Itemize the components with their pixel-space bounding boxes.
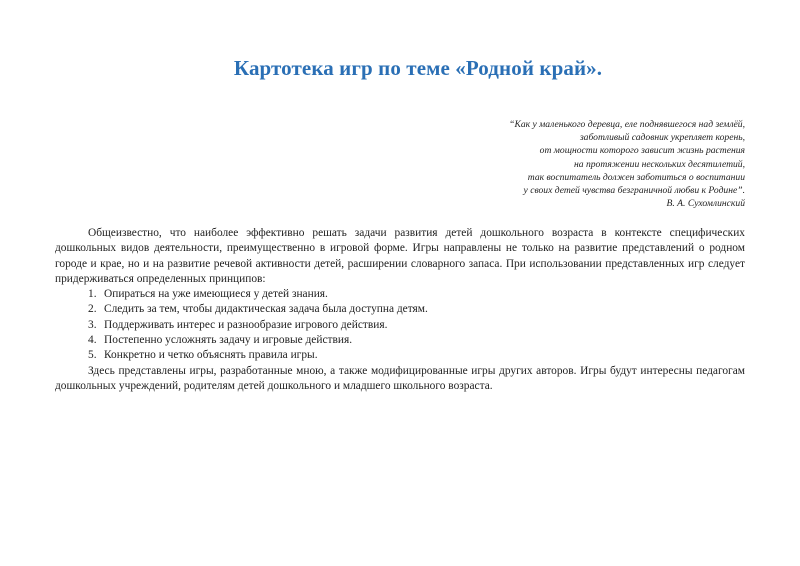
epigraph-line: заботливый садовник укрепляет корень,	[579, 132, 745, 144]
closing-paragraph: Здесь представлены игры, разработанные мною, а также модифицированные игры других авторов. Игры будут интересны педагогам дошкольных учреждений, родителям детей дошкольного и младшего школьного возраста.	[55, 364, 745, 392]
list-item-number: 3.	[88, 318, 97, 331]
epigraph-line: у своих детей чувства безграничной любви к Родине”.	[523, 185, 745, 197]
epigraph	[345, 118, 745, 210]
list-item	[55, 287, 745, 302]
document-body	[55, 226, 745, 394]
list-item-number: 4.	[88, 334, 97, 347]
list-item-number: 5.	[88, 349, 97, 362]
list-item	[55, 318, 745, 333]
epigraph-line: от мощности которого зависит жизнь растения	[539, 145, 745, 157]
epigraph-line: на протяжении нескольких десятилетий,	[574, 158, 745, 170]
list-item-number: 2.	[88, 303, 97, 316]
list-item-text: Постепенно усложнять задачу и игровые действия.	[104, 334, 353, 347]
principles-list	[55, 287, 745, 363]
list-item-text: Поддерживать интерес и разнообразие игрового действия.	[104, 318, 388, 331]
list-item-number: 1.	[88, 288, 97, 301]
list-item	[55, 333, 745, 348]
list-item	[55, 302, 745, 317]
list-item-text: Конкретно и четко объяснять правила игры.	[104, 349, 318, 362]
epigraph-line: “Как у маленького деревца, еле поднявшегося над землёй,	[509, 119, 745, 130]
list-item-text: Следить за тем, чтобы дидактическая задача была доступна детям.	[104, 303, 428, 316]
epigraph-author: В. А. Сухомлинский	[666, 198, 745, 210]
list-item	[55, 348, 745, 363]
intro-paragraph: Общеизвестно, что наиболее эффективно решать задачи развития детей дошкольного возраста в контексте специфических дошкольных видов деятельности, преимущественно в игровой форме. Игры направлены не только на развитие представлений о родном городе и крае, но и на развитие речевой активности детей, расширении словарного запаса. При использовании представленных игр следует придерживаться определенных принципов:	[55, 227, 745, 285]
document-title: Картотека игр по теме «Родной край».	[233, 56, 603, 80]
list-item-text: Опираться на уже имеющиеся у детей знания.	[104, 288, 328, 301]
epigraph-line: так воспитатель должен заботиться о воспитании	[527, 171, 745, 183]
